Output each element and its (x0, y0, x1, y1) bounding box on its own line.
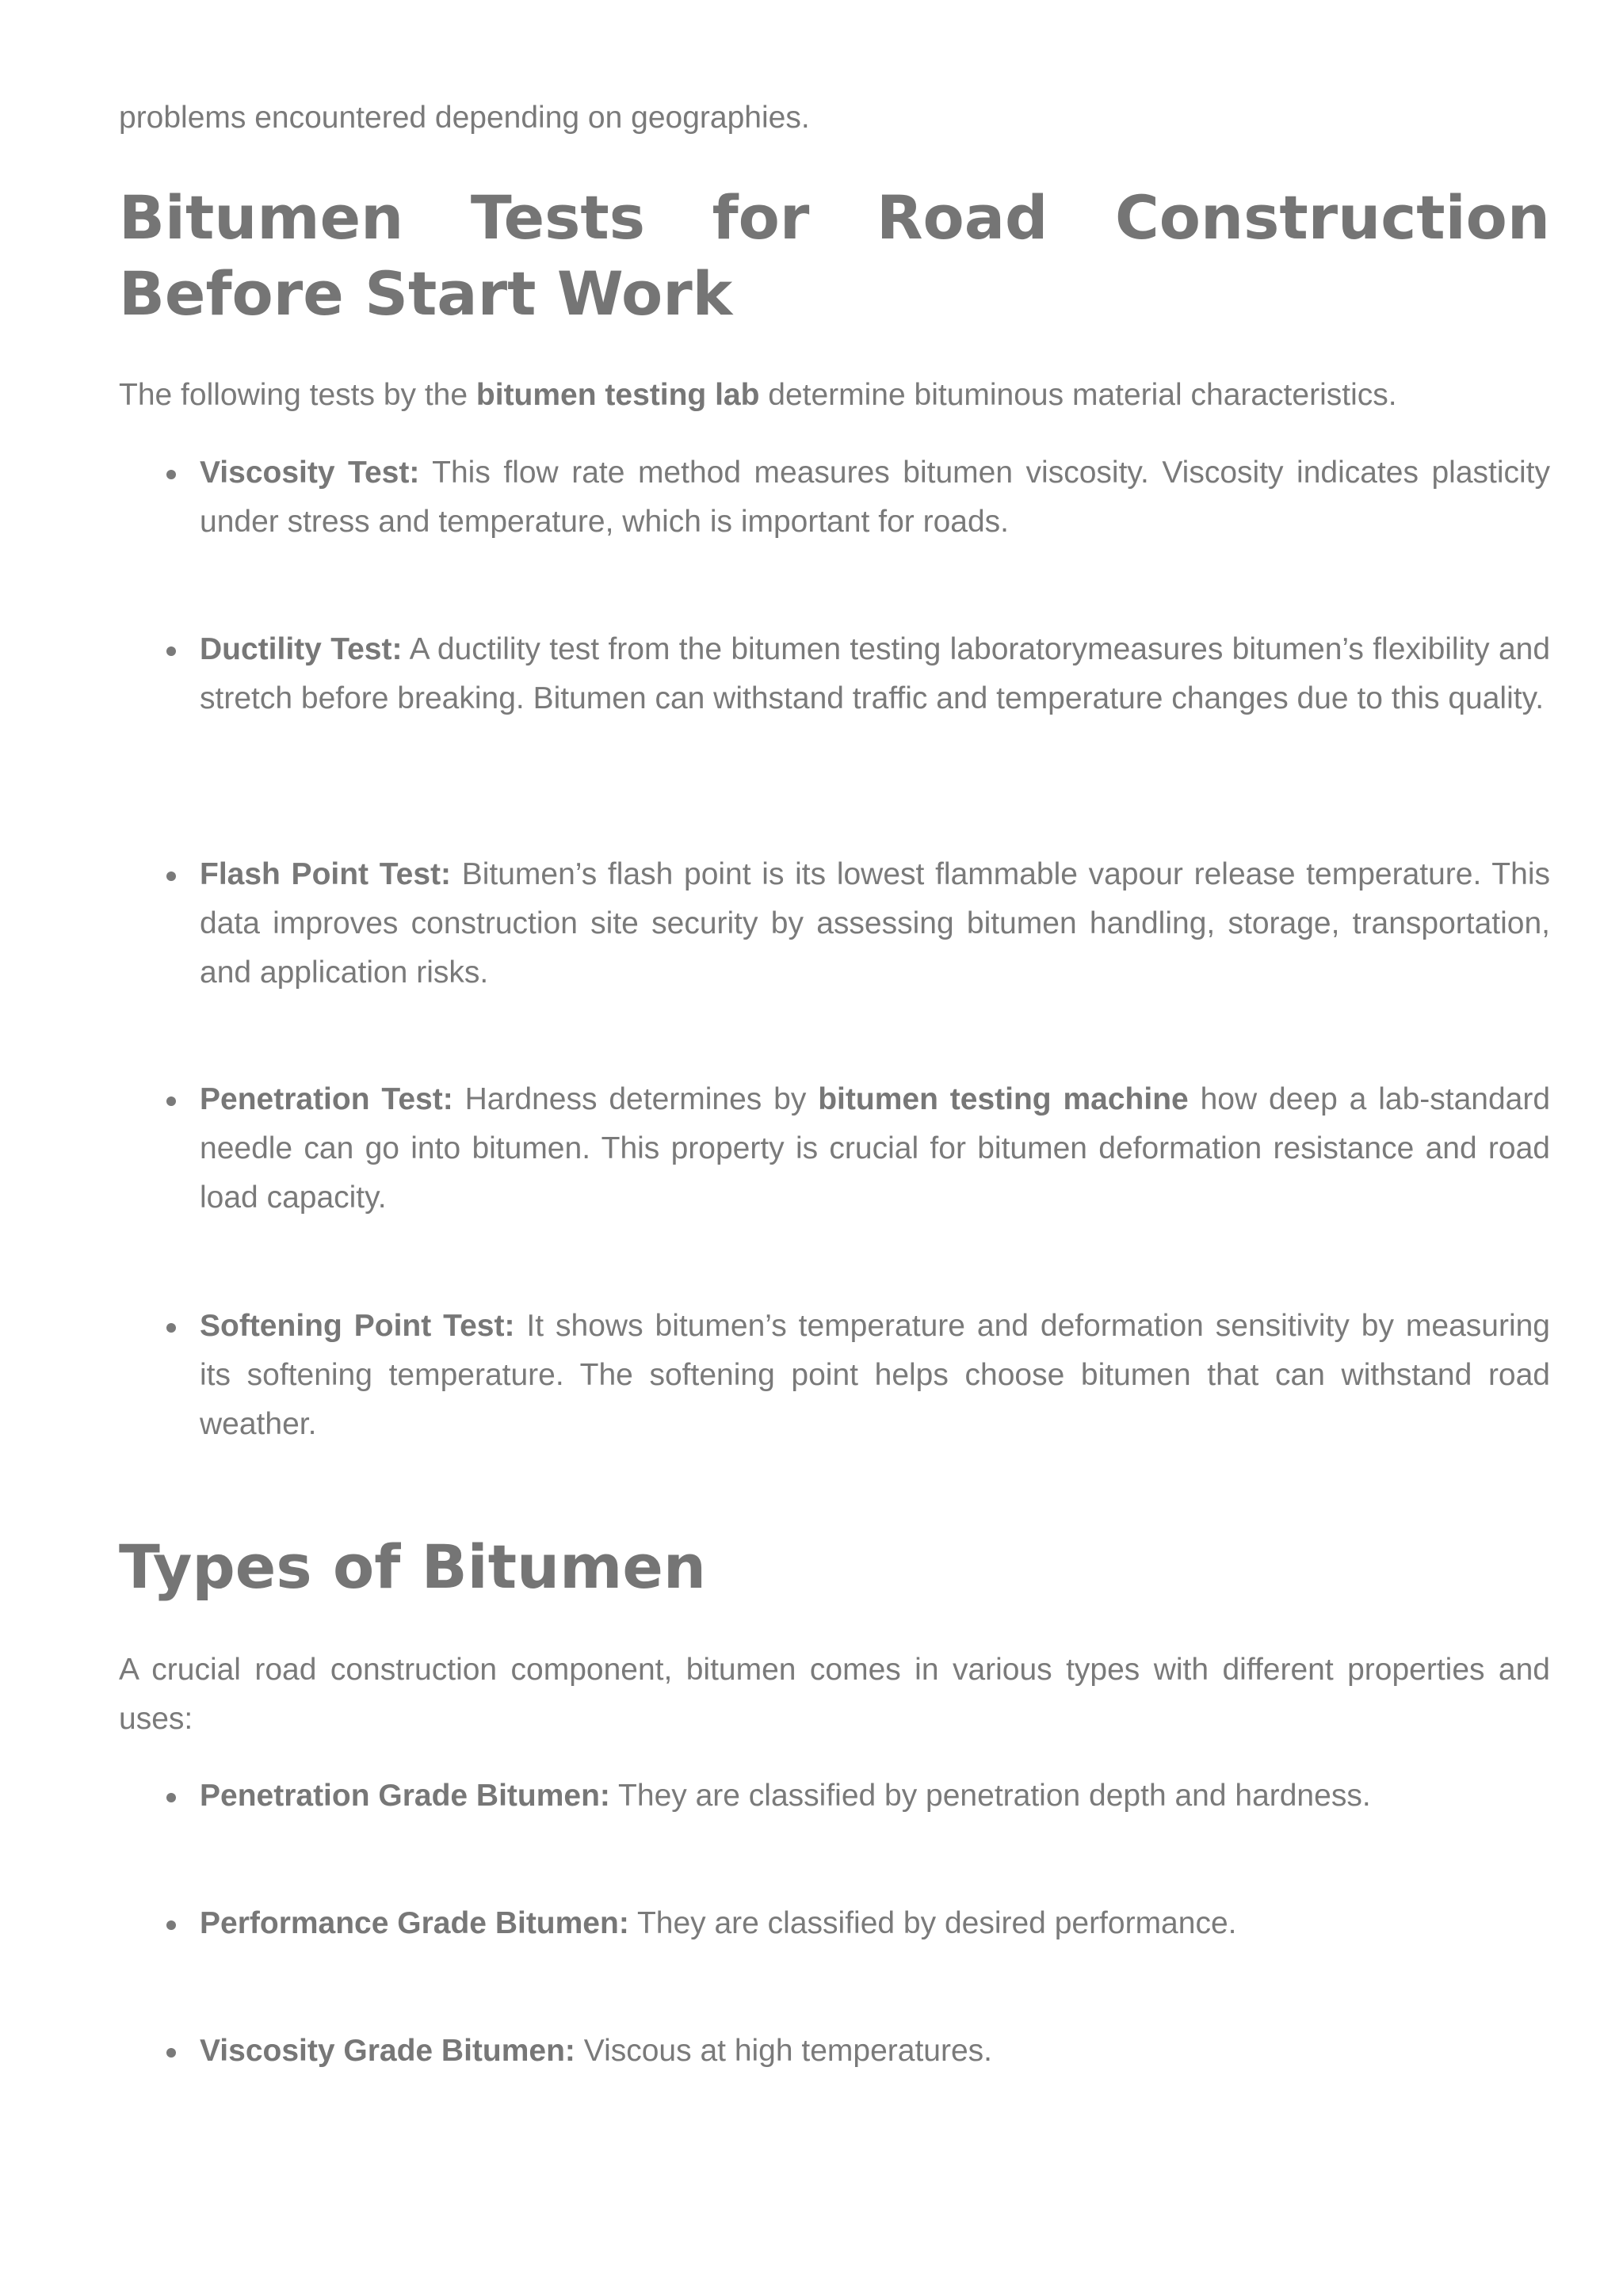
test-item-penetration (200, 1075, 1550, 1222)
test-item-bold-link: bitumen testing machine (818, 1082, 1189, 1116)
test-item-text: A ductility test from the bitumen testing laboratorymeasures bitumen’s flexibility and stretch before breaking. Bitumen can withstand traffic and temperature changes due to this quality. (200, 632, 1551, 715)
type-item-penetration-grade (200, 1772, 1550, 1821)
test-item-title: Penetration Test: (200, 1082, 453, 1116)
test-item-title: Softening Point Test: (200, 1309, 515, 1343)
type-item-title: Penetration Grade Bitumen: (200, 1779, 610, 1813)
intro-fragment: problems encountered depending on geographies. (119, 101, 810, 135)
test-item-ductility (200, 625, 1550, 723)
types-intro: A crucial road construction component, bitumen comes in various types with different properties and uses: (119, 1653, 1550, 1736)
test-item-softening-point (200, 1302, 1550, 1449)
type-item-viscosity-grade (200, 2027, 1550, 2076)
test-item-text: This flow rate method measures bitumen viscosity. Viscosity indicates plasticity under stress and temperature, which is important for roads. (200, 456, 1551, 539)
test-item-text: Hardness determines by (453, 1082, 819, 1116)
type-item-title: Performance Grade Bitumen: (200, 1906, 629, 1940)
test-item-text: how deep a lab-standard needle can go into bitumen. This property is crucial for bitumen deformation resistance and road load capacity. (200, 1082, 1551, 1215)
type-item-text: They are classified by desired performance. (628, 1906, 1237, 1940)
type-item-title: Viscosity Grade Bitumen: (200, 2034, 575, 2068)
test-item-title: Flash Point Test: (200, 857, 452, 891)
test-item-title: Ductility Test: (200, 632, 403, 666)
type-item-text: They are classified by penetration depth and hardness. (609, 1779, 1371, 1813)
test-item-flash-point (200, 850, 1550, 997)
tests-intro-bold: bitumen testing lab (475, 378, 760, 412)
test-item-text: It shows bitumen’s temperature and deformation sensitivity by measuring its softening temperature. The softening point helps choose bitumen that can withstand road weather. (200, 1309, 1550, 1441)
tests-heading: Bitumen Tests for Road Construction Before Start Work (119, 182, 1550, 329)
test-item-text: Bitumen’s flash point is its lowest flammable vapour release temperature. This data improves construction site security by assessing bitumen handling, storage, transportation, and application risks. (200, 857, 1550, 990)
tests-intro (119, 371, 1550, 420)
type-item-text: Viscous at high temperatures. (575, 2034, 992, 2068)
types-heading: Types of Bitumen (119, 1531, 706, 1602)
type-item-performance-grade (200, 1899, 1550, 1948)
test-item-viscosity (200, 448, 1550, 547)
tests-intro-before: The following tests by the (119, 378, 476, 412)
tests-intro-after: determine bituminous material characteristics. (759, 378, 1397, 412)
test-item-title: Viscosity Test: (200, 456, 420, 490)
